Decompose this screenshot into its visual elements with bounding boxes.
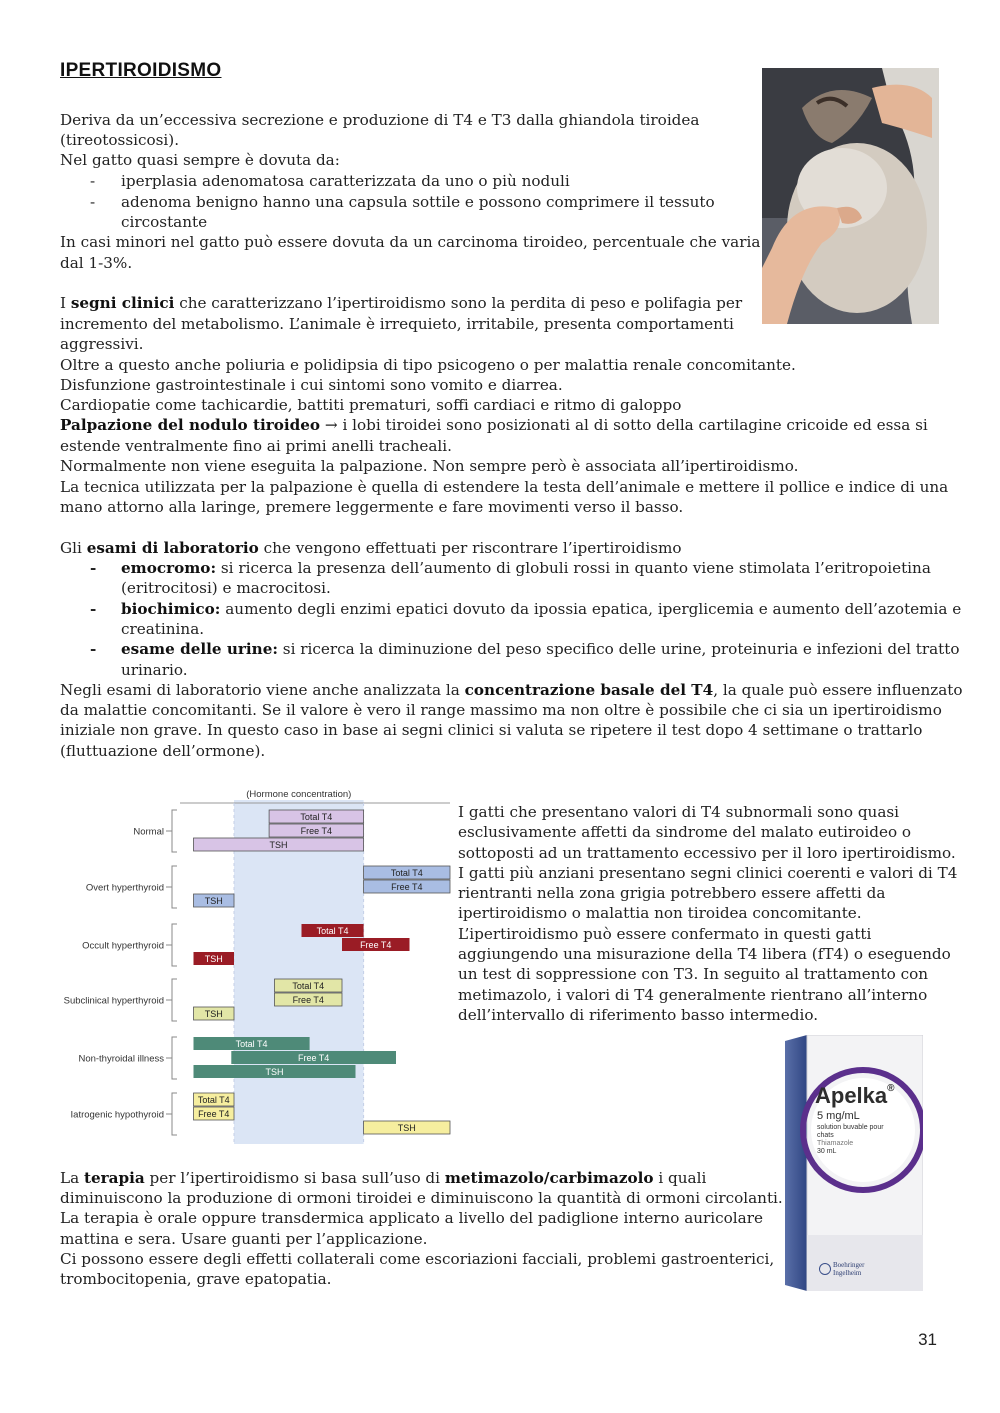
row-label: Normal	[133, 826, 164, 838]
dash-bullet: -	[90, 600, 97, 618]
side-text-line: un test di soppressione con T3. In seguito al trattamento con	[458, 965, 929, 984]
product-desc: solution buvable pour chats Thiamazole 30 mL	[817, 1124, 884, 1155]
bar-label: TSH	[397, 1123, 416, 1133]
apelka-product-image	[785, 1035, 923, 1291]
intro-bullet-1: iperplasia adenomatosa caratterizzata da uno o più noduli	[121, 172, 570, 190]
row-label: Overt hyperthyroid	[85, 882, 164, 894]
esami-conc-line-1: Negli esami di laboratorio viene anche analizzata la concentrazione basale del T4, la quale può essere influenzato	[60, 681, 963, 699]
segni-line-5: Disfunzione gastrointestinale i cui sintomi sono vomito e diarrea.	[60, 376, 563, 394]
esami-item-3-cont: urinario.	[121, 661, 188, 679]
esami-line-1: Gli esami di laboratorio che vengono effettuati per riscontrare l’ipertiroidismo	[60, 539, 682, 557]
dash-bullet: -	[90, 172, 96, 190]
segni-line-6: Cardiopatie come tachicardie, battiti prematuri, soffi cardiaci e ritmo di galoppo	[60, 396, 682, 414]
segni-line-7: Palpazione del nodulo tiroideo → i lobi tiroidei sono posizionati al di sotto della cartilagine cricoide ed essa si	[60, 416, 928, 434]
bar-label: TSH	[204, 954, 223, 964]
row-label: Non-thyroidal illness	[78, 1053, 164, 1065]
segni-line-1: I segni clinici che caratterizzano l’ipertiroidismo sono la perdita di peso e polifagia per	[60, 294, 743, 312]
product-maker: Boehringer Ingelheim	[833, 1261, 865, 1277]
page-number: 31	[918, 1330, 937, 1349]
bar-label: Free T4	[198, 1109, 230, 1119]
side-text-line: dell’intervallo di riferimento basso intermedio.	[458, 1005, 819, 1024]
dash-bullet: -	[90, 640, 97, 658]
segni-line-4: Oltre a questo anche poliuria e polidipsia di tipo psicogeno o per malattia renale concomitante.	[60, 356, 796, 374]
bar-label: Total T4	[316, 926, 349, 936]
bar-label: Free T4	[300, 826, 333, 836]
side-text-line: rientranti nella zona grigia potrebbero essere affetti da	[458, 884, 886, 903]
terapia-line-3: La terapia è orale oppure transdermica applicato a livello del padiglione interno auricolare	[60, 1209, 763, 1227]
segni-line-8: estende ventralmente fino ai primi anelli tracheali.	[60, 437, 452, 455]
side-text-line: esclusivamente affetti da sindrome del malato eutiroideo o	[458, 823, 912, 842]
esami-conc-line-4: (fluttuazione dell’ormone).	[60, 742, 266, 760]
side-text-line: L’ipertiroidismo può essere confermato in questi gatti	[458, 924, 872, 943]
bar-label: TSH	[204, 1009, 223, 1019]
bar-label: Total T4	[292, 981, 325, 991]
side-text-line: aggiungendo una misurazione della T4 libera (fT4) o eseguendo	[458, 945, 951, 964]
esami-conc-line-3: iniziale non grave. In questo caso in base ai segni clinici si valuta se ripetere il test dopo 4 settimane o trattarlo	[60, 721, 923, 739]
esami-conc-line-2: da malattie concomitanti. Se il valore è vero il range massimo ma non oltre è possibile che ci sia un ipertiroidismo	[60, 701, 942, 719]
bar-label: Free T4	[292, 995, 324, 1005]
esami-item-1: emocromo: si ricerca la presenza dell’aumento di globuli rossi in quanto viene stimolata l’eritropoietina	[121, 559, 931, 577]
row-bracket	[172, 810, 177, 852]
segni-line-11: mano attorno alla laringe, premere leggermente e fare movimenti verso il basso.	[60, 498, 684, 516]
segni-line-10: La tecnica utilizzata per la palpazione è quella di estendere la testa dell’animale e mettere il pollice e indice di una	[60, 478, 949, 496]
page-title: IPERTIROIDISMO	[60, 60, 222, 81]
terapia-line-6: trombocitopenia, grave epatopatia.	[60, 1270, 332, 1288]
intro-line-3: Nel gatto quasi sempre è dovuta da:	[60, 151, 340, 169]
bar-label: Total T4	[300, 812, 333, 822]
row-bracket	[172, 1037, 177, 1079]
reference-band	[234, 800, 364, 1144]
bar-label: Free T4	[391, 882, 423, 892]
product-brand: Apelka®	[815, 1083, 895, 1108]
segni-line-2: incremento del metabolismo. L’animale è irrequieto, irritabile, presenta comportamenti	[60, 315, 734, 333]
segni-line-9: Normalmente non viene eseguita la palpazione. Non sempre però è associata all’ipertiroidismo.	[60, 457, 799, 475]
hormone-diagram	[60, 782, 455, 1144]
row-bracket	[172, 1093, 177, 1135]
boehringer-logo-icon	[819, 1263, 831, 1275]
intro-line-1: Deriva da un’eccessiva secrezione e produzione di T4 e T3 dalla ghiandola tiroidea	[60, 111, 700, 129]
intro-bullet-2: adenoma benigno hanno una capsula sottile e possono comprimere il tessuto	[121, 193, 715, 211]
esami-item-3: esame delle urine: si ricerca la diminuzione del peso specifico delle urine, proteinuria e infezioni del tratto	[121, 640, 960, 658]
side-text-line: metimazolo, i valori di T4 generalmente rientrano all’interno	[458, 985, 928, 1004]
hormone-diagram-svg	[60, 782, 455, 1144]
esami-item-2-cont: creatinina.	[121, 620, 205, 638]
bar-label: Free T4	[297, 1053, 330, 1063]
row-bracket	[172, 979, 177, 1021]
bar-label: TSH	[265, 1067, 284, 1077]
product-dose: 5 mg/mL	[817, 1110, 860, 1122]
intro-line-5: dal 1-3%.	[60, 254, 133, 272]
row-label: Subclinical hyperthyroid	[63, 995, 164, 1007]
bar-label: Total T4	[235, 1039, 268, 1049]
side-text-line: sottoposti ad un trattamento eccessivo per il loro ipertiroidismo.	[458, 843, 956, 862]
side-text-line: I gatti che presentano valori di T4 subnormali sono quasi	[458, 803, 900, 821]
row-bracket	[172, 924, 177, 966]
esami-item-2: biochimico: aumento degli enzimi epatici dovuto da ipossia epatica, iperglicemia e aumento dell’azotemia e	[121, 600, 962, 618]
terapia-line-4: mattina e sera. Usare guanti per l’applicazione.	[60, 1230, 428, 1248]
dash-bullet: -	[90, 193, 96, 211]
cat-palpation-photo	[762, 68, 939, 324]
intro-line-4: In casi minori nel gatto può essere dovuta da un carcinoma tiroideo, percentuale che varia	[60, 233, 761, 251]
row-label: Occult hyperthyroid	[82, 940, 164, 952]
dash-bullet: -	[90, 559, 97, 577]
intro-line-2: (tireotossicosi).	[60, 131, 180, 149]
esami-item-1-cont: (eritrocitosi) e macrocitosi.	[121, 579, 331, 597]
row-bracket	[172, 866, 177, 908]
side-text-block	[458, 802, 957, 1025]
segni-line-3: aggressivi.	[60, 335, 144, 353]
terapia-line-2: diminuiscono la produzione di ormoni tiroidei e diminuiscono la quantità di ormoni circolanti.	[60, 1189, 783, 1207]
terapia-line-1: La terapia per l’ipertiroidismo si basa sull’uso di metimazolo/carbimazolo i quali	[60, 1169, 707, 1187]
bar-label: Total T4	[197, 1095, 230, 1105]
diagram-header: (Hormone concentration)	[246, 789, 352, 800]
bar-label: TSH	[269, 840, 288, 850]
bar-label: Total T4	[390, 868, 423, 878]
row-label: Iatrogenic hypothyroid	[70, 1109, 164, 1121]
side-text-line: ipertiroidismo o malattia non tiroidea concomitante.	[458, 904, 862, 923]
bar-label: TSH	[204, 896, 223, 906]
intro-bullet-2-cont: circostante	[121, 213, 208, 231]
terapia-line-5: Ci possono essere degli effetti collaterali come escoriazioni facciali, problemi gastroenterici,	[60, 1250, 775, 1268]
side-text-line: I gatti più anziani presentano segni clinici coerenti e valori di T4	[458, 863, 958, 882]
bar-label: Free T4	[360, 940, 392, 950]
